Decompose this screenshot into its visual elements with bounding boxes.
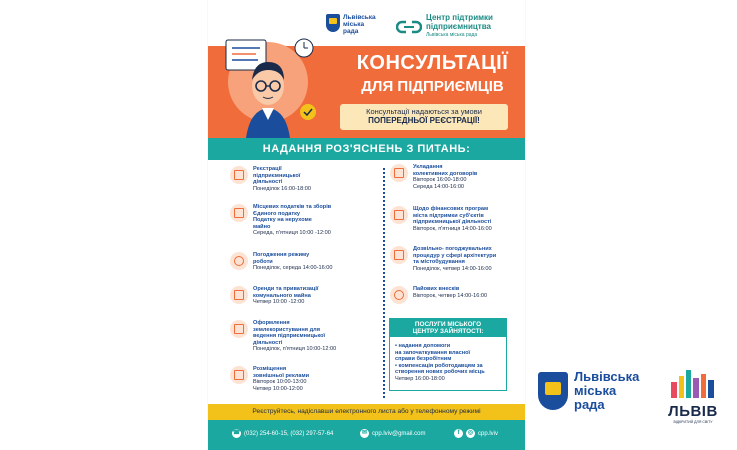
- property-icon: [230, 286, 248, 304]
- service-item: справи безробітним: [395, 356, 452, 363]
- topic-title: колективних договорів: [413, 170, 478, 177]
- topic-schedule: Вівторок 10:00-13:00: [253, 379, 307, 386]
- topic-schedule: Середа, п'ятниця 10:00 -12:00: [253, 230, 331, 237]
- services-schedule: Четвер 16:00-18:00: [395, 375, 445, 382]
- contract-icon: [390, 164, 408, 182]
- topic-title: підприємницької: [253, 172, 301, 179]
- lviv-city-icon: [390, 206, 408, 224]
- topic-title: майно: [253, 223, 271, 230]
- billboard-icon: [230, 366, 248, 384]
- cpp-title-line: Центр підтримки: [426, 13, 493, 22]
- topic-schedule: Понеділок, середа 14:00-16:00: [253, 265, 333, 272]
- service-item: створення нових робочих місць: [395, 369, 485, 376]
- hero-title: КОНСУЛЬТАЦІЇ: [356, 52, 509, 74]
- contact-bar: [208, 420, 525, 450]
- phone-numbers: (032) 254-60-15, (032) 297-57-64: [244, 430, 334, 437]
- column-divider: [383, 168, 385, 398]
- architecture-icon: [390, 246, 408, 264]
- facebook-icon: f: [454, 429, 463, 438]
- section-heading: НАДАННЯ РОЗ'ЯСНЕНЬ З ПИТАНЬ:: [208, 138, 525, 160]
- lviv-word: ЛЬВІВ: [668, 403, 718, 420]
- topic-title: міста підтримки суб'єктів: [413, 212, 484, 219]
- taxes-icon: [230, 204, 248, 222]
- services-heading: [390, 319, 506, 337]
- lviv-skyline-icon: [669, 368, 717, 398]
- registration-note-text: Консультації надаються за умови: [366, 107, 482, 116]
- topic-title: Дозвільно- погоджувальних: [413, 246, 492, 252]
- topic-title: Укладання: [413, 164, 443, 170]
- email-contact[interactable]: [360, 429, 425, 438]
- city-logo-line: Львівська: [343, 14, 376, 21]
- topic-schedule: Середа 14:00-16:00: [413, 183, 465, 190]
- topic-title: Єдиного податку: [253, 210, 301, 217]
- topic-financial-programs: [390, 206, 492, 232]
- topic-title: діяльності: [253, 339, 283, 346]
- topic-title: комунального майна: [253, 292, 311, 299]
- brand-line: Львівська: [574, 369, 640, 384]
- contributions-icon: [390, 286, 408, 304]
- city-logo-line: міська: [343, 21, 365, 28]
- email-address[interactable]: cpp.lviv@gmail.com: [372, 430, 426, 437]
- city-council-logo: [326, 14, 376, 35]
- service-item: • компенсація роботодавцям за: [395, 362, 483, 369]
- social-contact[interactable]: [454, 429, 498, 438]
- topic-title: діяльності: [253, 179, 283, 186]
- cpp-subtitle: Львівська міська рада: [426, 32, 478, 38]
- phone-contact: [232, 429, 333, 438]
- topic-architecture: [390, 246, 496, 272]
- topic-title: Погодження режиму: [253, 252, 310, 258]
- topic-schedule: Вівторок, четвер 14:00-16:00: [413, 292, 488, 299]
- phone-icon: ☎: [232, 430, 241, 436]
- topic-title: Місцевих податків та зборів: [253, 204, 332, 210]
- land-use-icon: [230, 320, 248, 338]
- topic-advertising: [230, 366, 309, 392]
- instagram-icon: ◎: [467, 430, 474, 436]
- topic-property: [230, 286, 318, 306]
- service-item: на започаткування власної: [395, 349, 471, 356]
- register-banner: Реєструйтесь, надіславши електронного листа або у телефонному режимі: [208, 404, 525, 420]
- topic-schedule: Вівторок, п'ятниця 14:00-16:00: [413, 225, 492, 232]
- cpp-chain-icon: [396, 19, 422, 35]
- topic-schedule: Четвер 10:00-12:00: [253, 385, 303, 392]
- topic-registration: [230, 166, 311, 192]
- work-schedule-icon: [230, 252, 248, 270]
- topic-title: процедур у сфері архітектури: [413, 252, 497, 259]
- topic-schedule: Понеділок, п'ятниця 10:00-12:00: [253, 346, 337, 353]
- poster: [208, 0, 525, 450]
- consultant-illustration-icon: [208, 20, 328, 140]
- hero-subtitle: ДЛЯ ПІДПРИЄМЦІВ: [361, 78, 504, 95]
- cpp-logo: [396, 14, 493, 40]
- topic-title: підприємницької діяльності: [413, 219, 492, 226]
- topic-work-schedule: [230, 252, 333, 272]
- cpp-title-line: підприємництва: [426, 21, 491, 31]
- lviv-crest-icon: [538, 372, 568, 410]
- services-heading-line: ЦЕНТРУ ЗАЙНЯТОСТІ:: [412, 328, 484, 335]
- topic-title: Податку на нерухоме: [253, 217, 312, 224]
- topic-title: Оренди та приватизації: [253, 286, 319, 292]
- employment-services-box: [389, 318, 507, 391]
- topic-title: Оформлення: [253, 320, 290, 326]
- city-logo-line: рада: [343, 28, 359, 35]
- brand-line: міська: [574, 383, 617, 398]
- brand-line: рада: [574, 397, 605, 412]
- registration-note-emphasis: ПОПЕРЕДНЬОЇ РЕЄСТРАЦІЇ!: [368, 116, 480, 125]
- topic-title: зовнішньої реклами: [253, 372, 310, 379]
- lviv-crest-icon: [326, 14, 340, 32]
- social-handle[interactable]: cpp.lviv: [478, 430, 499, 437]
- service-item: • надання допомоги: [395, 343, 451, 349]
- lviv-brand: [668, 368, 718, 424]
- topic-taxes: [230, 204, 331, 237]
- topic-contracts: [390, 164, 477, 190]
- topic-schedule: Понеділок 16:00-18:00: [253, 185, 312, 192]
- topic-schedule: Понеділок, четвер 14:00-16:00: [413, 265, 492, 272]
- topic-contributions: [390, 286, 487, 304]
- email-icon: ✉: [361, 430, 368, 436]
- city-council-brand: [538, 370, 639, 412]
- topic-title: Пайових внесків: [413, 286, 460, 292]
- topic-title: Щодо фінансових програм: [413, 206, 489, 212]
- topic-schedule: Четвер 10:00 -12:00: [253, 299, 305, 306]
- topic-title: роботи: [253, 258, 273, 265]
- topic-title: землекористування для: [253, 326, 320, 333]
- topic-schedule: Вівторок 16:00-18:00: [413, 177, 467, 184]
- registration-note: [340, 104, 508, 130]
- topic-title: Розміщення: [253, 366, 287, 372]
- topic-title: Реєстрації: [253, 166, 282, 172]
- topic-title: та містобудування: [413, 259, 465, 266]
- registration-icon: [230, 166, 248, 184]
- services-heading-line: ПОСЛУГИ МІСЬКОГО: [414, 320, 482, 328]
- topic-title: ведення підприємницької: [253, 333, 326, 340]
- topic-land-use: [230, 320, 336, 353]
- lviv-tagline: ВІДКРИТИЙ ДЛЯ СВІТУ: [673, 420, 713, 424]
